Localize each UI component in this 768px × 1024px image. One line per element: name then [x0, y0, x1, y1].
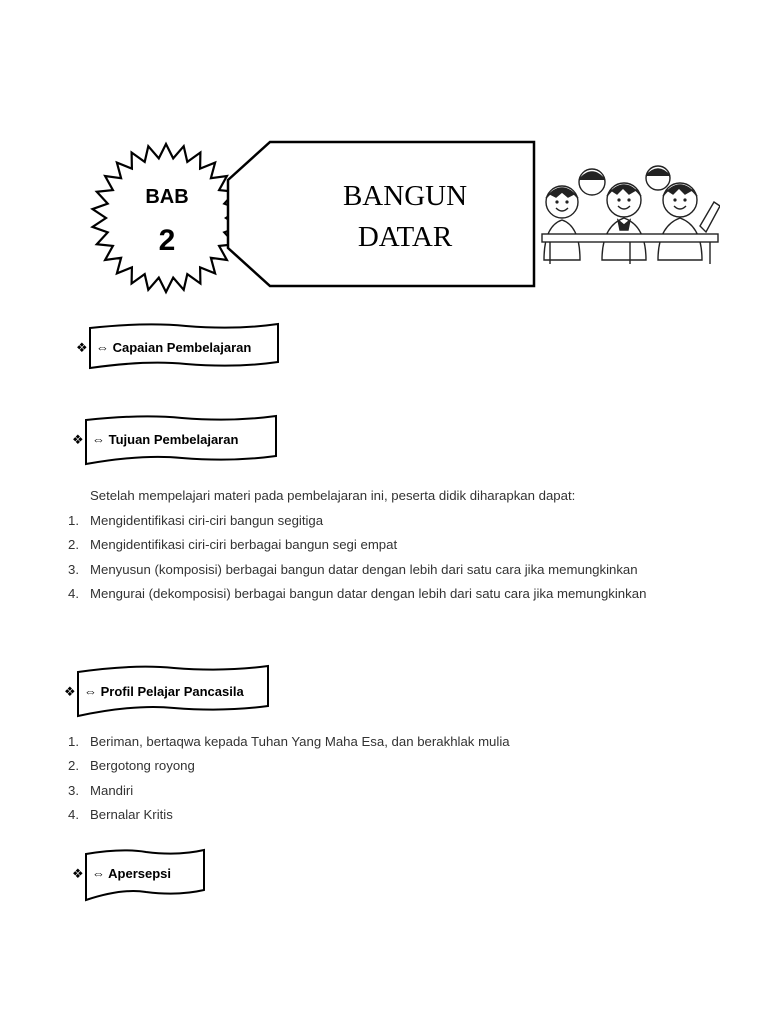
chapter-title-line-1: BANGUN	[342, 180, 468, 212]
bullet-icon: ❖	[72, 866, 84, 881]
chapter-starburst-badge	[90, 140, 242, 296]
list-text: Mandiri	[90, 782, 134, 798]
list-item	[68, 806, 510, 830]
section-heading-profil: ⇔ Profil Pelajar Pancasila	[84, 684, 244, 699]
list-number: 4.	[68, 586, 79, 602]
list-item	[68, 585, 647, 609]
list-text: Mengidentifikasi ciri-ciri berbagai bangun segi empat	[90, 537, 398, 553]
objectives-intro: Setelah mempelajari materi pada pembelajaran ini, peserta didik diharapkan dapat:	[90, 488, 576, 503]
list-number: 3.	[68, 561, 79, 577]
children-illustration	[540, 160, 720, 264]
chapter-title	[290, 176, 520, 258]
chapter-label: BAB	[145, 186, 189, 208]
section-heading-capaian: ⇔ Capaian Pembelajaran	[96, 340, 252, 355]
objectives-list	[68, 512, 647, 610]
list-number: 1.	[68, 734, 79, 749]
section-heading-tujuan: ⇔ Tujuan Pembelajaran	[92, 432, 239, 447]
list-item	[68, 512, 646, 536]
bullet-icon: ❖	[76, 340, 88, 355]
list-text: Menyusun (komposisi) berbagai bangun datar dengan lebih dari satu cara jika memungkinkan	[90, 561, 638, 577]
list-item	[68, 536, 646, 560]
section-banner-apersepsi	[82, 848, 210, 904]
list-item	[68, 782, 510, 806]
bullet-icon: ❖	[64, 684, 76, 699]
list-number: 2.	[68, 758, 79, 774]
list-number: 3.	[68, 782, 79, 798]
profile-list	[68, 733, 510, 831]
chapter-title-line-2: DATAR	[357, 221, 453, 253]
chapter-number: 2	[158, 224, 176, 257]
bullet-icon: ❖	[72, 432, 84, 447]
section-banner-capaian	[86, 322, 284, 376]
list-text: Mengidentifikasi ciri-ciri bangun segitiga	[90, 513, 324, 528]
section-banner-tujuan	[82, 414, 280, 468]
section-banner-profil	[74, 664, 274, 720]
list-number: 1.	[68, 513, 79, 528]
list-text: Mengurai (dekomposisi) berbagai bangun datar dengan lebih dari satu cara jika memungkinkan	[90, 586, 647, 602]
section-heading-apersepsi: ⇔ Apersepsi	[92, 866, 171, 881]
list-text: Bergotong royong	[90, 758, 195, 774]
list-text: Bernalar Kritis	[90, 807, 173, 823]
list-item	[68, 561, 646, 585]
list-number: 2.	[68, 537, 79, 553]
list-text: Beriman, bertaqwa kepada Tuhan Yang Maha Esa, dan berakhlak mulia	[90, 734, 510, 749]
list-item	[68, 757, 510, 781]
list-number: 4.	[68, 807, 79, 823]
list-item	[68, 733, 510, 757]
